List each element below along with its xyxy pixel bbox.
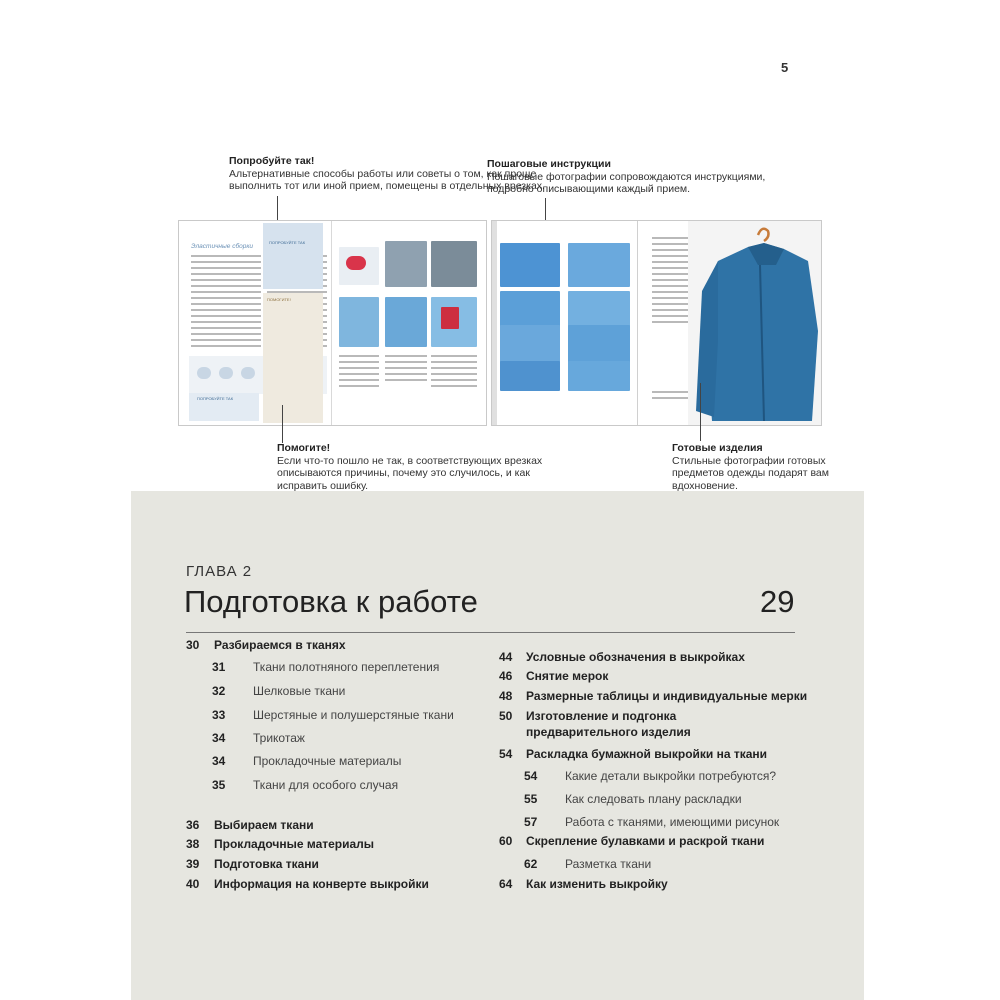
toc-entry-label: Работа с тканями, имеющими рисунок xyxy=(565,815,780,829)
toc-entry[interactable] xyxy=(499,834,799,850)
toc-entry[interactable] xyxy=(186,857,486,873)
toc-entry-label: Выбираем ткани xyxy=(214,818,314,832)
callout-finished-line: вдохновение. xyxy=(672,479,738,492)
toc-entry[interactable] xyxy=(212,778,492,794)
chapter-title: Подготовка к работе xyxy=(184,584,478,619)
callout-steps-line: подробно описывающими каждый прием. xyxy=(487,183,691,195)
toc-entry-page: 57 xyxy=(524,815,538,829)
spread-box2-label: ПОМОГИТЕ! xyxy=(267,297,291,302)
page-number: 5 xyxy=(781,60,789,75)
toc-entry-label: Как изменить выкройку xyxy=(526,877,668,891)
toc-entry-label: Снятие мерок xyxy=(526,669,609,683)
toc-entry[interactable] xyxy=(212,754,492,770)
toc-entry-label: Шелковые ткани xyxy=(253,684,346,698)
toc-entry-label-cont: предварительного изделия xyxy=(526,725,691,739)
callout-steps-line: Пошаговые фотографии сопровождаются инструкциями, xyxy=(487,170,766,183)
toc-entry[interactable] xyxy=(212,708,492,724)
toc-entry-label: Изготовление и подгонка xyxy=(526,709,677,723)
toc-entry-page: 38 xyxy=(186,837,200,851)
toc-entry-label: Прокладочные материалы xyxy=(253,754,402,768)
toc-entry-label: Размерные таблицы и индивидуальные мерки xyxy=(526,689,808,703)
callout-help-line: описываются причины, почему это случилось, и как xyxy=(277,467,530,479)
toc-entry[interactable] xyxy=(499,709,799,743)
toc-entry-label: Прокладочные материалы xyxy=(214,837,375,851)
toc-entry[interactable] xyxy=(186,877,486,893)
toc-entry-label: Разбираемся в тканях xyxy=(214,638,346,652)
toc-entry-page: 54 xyxy=(524,769,538,783)
toc-entry[interactable] xyxy=(499,747,799,763)
callout-finished-heading: Готовые изделия xyxy=(672,442,763,454)
toc-entry-page: 46 xyxy=(499,669,513,683)
toc-entry-page: 48 xyxy=(499,689,513,703)
callout-help xyxy=(277,442,542,492)
toc-entry-label: Информация на конверте выкройки xyxy=(214,877,429,891)
callout-try-it-heading: Попробуйте так! xyxy=(229,155,315,167)
book-spread-right xyxy=(491,220,822,426)
toc-entry[interactable] xyxy=(212,684,492,700)
callout-finished xyxy=(672,442,829,492)
toc-entry-page: 62 xyxy=(524,857,538,871)
toc-entry[interactable] xyxy=(524,815,804,831)
callout-help-line: Если что-то пошло не так, в соответствующих врезках xyxy=(277,454,543,467)
toc-entry-page: 40 xyxy=(186,877,200,891)
toc-entry-page: 35 xyxy=(212,778,226,792)
toc-entry[interactable] xyxy=(524,857,804,873)
toc-entry-page: 31 xyxy=(212,660,226,674)
toc-entry-label: Скрепление булавками и раскрой ткани xyxy=(526,834,765,848)
toc-entry[interactable] xyxy=(186,638,486,654)
spread-section-title: Эластичные сборки xyxy=(191,243,254,250)
toc-entry[interactable] xyxy=(499,650,799,666)
callout-steps-heading: Пошаговые инструкции xyxy=(487,158,611,170)
toc-entry[interactable] xyxy=(212,731,492,747)
toc-entry-page: 33 xyxy=(212,708,226,722)
callout-finished-line: предметов одежды подарят вам xyxy=(672,467,829,479)
toc-entry-page: 30 xyxy=(186,638,200,652)
callout-steps xyxy=(487,158,765,196)
toc-entry-page: 39 xyxy=(186,857,200,871)
toc-entry[interactable] xyxy=(186,837,486,853)
callout-help-heading: Помогите! xyxy=(277,442,331,454)
toc-entry-page: 64 xyxy=(499,877,513,891)
toc-entry-label: Ткани полотняного переплетения xyxy=(253,660,440,674)
chapter-label: ГЛАВА 2 xyxy=(186,563,253,580)
toc-entry-label: Раскладка бумажной выкройки на ткани xyxy=(526,747,768,761)
callout-try-it-line: Альтернативные способы работы или советы о том, как проще xyxy=(229,167,537,180)
leader-line xyxy=(700,383,701,441)
spread-box1-label-alt: ПОПРОБУЙТЕ ТАК xyxy=(197,396,234,401)
chapter-page-number: 29 xyxy=(760,584,795,619)
toc-entry-page: 32 xyxy=(212,684,226,698)
toc-entry-page: 50 xyxy=(499,709,513,723)
toc-entry[interactable] xyxy=(186,818,486,834)
leader-line xyxy=(282,405,283,443)
shirt-photo xyxy=(688,221,821,425)
book-spread-left xyxy=(178,220,487,426)
callout-help-line: исправить ошибку. xyxy=(277,479,369,492)
callout-finished-line: Стильные фотографии готовых xyxy=(672,454,826,467)
toc-entry-label: Ткани для особого случая xyxy=(253,778,399,792)
toc-entry-page: 36 xyxy=(186,818,200,832)
toc-entry[interactable] xyxy=(499,669,799,685)
toc-entry-page: 34 xyxy=(212,754,226,768)
spread-box1-label: ПОПРОБУЙТЕ ТАК xyxy=(269,240,306,245)
toc-entry-label: Условные обозначения в выкройках xyxy=(526,650,745,664)
toc-entry[interactable] xyxy=(499,689,808,705)
toc-entry[interactable] xyxy=(212,660,492,676)
toc-entry-page: 44 xyxy=(499,650,513,664)
toc-entry-label: Шерстяные и полушерстяные ткани xyxy=(253,708,454,722)
callout-try-it-line: выполнить тот или иной прием, помещены в отдельных врезках. xyxy=(229,180,545,192)
toc-entry-page: 60 xyxy=(499,834,513,848)
toc-entry-label: Какие детали выкройки потребуются? xyxy=(565,769,777,783)
toc-entry[interactable] xyxy=(499,877,799,893)
toc-entry-page: 55 xyxy=(524,792,538,806)
toc-entry-label: Трикотаж xyxy=(253,731,305,745)
toc-entry-label: Подготовка ткани xyxy=(214,857,319,871)
toc-entry-page: 34 xyxy=(212,731,226,745)
toc-entry-page: 54 xyxy=(499,747,513,761)
toc-entry-label: Как следовать плану раскладки xyxy=(565,792,742,806)
chapter-divider xyxy=(186,632,795,633)
toc-entry-label: Разметка ткани xyxy=(565,857,652,871)
toc-entry[interactable] xyxy=(524,769,804,785)
toc-entry[interactable] xyxy=(524,792,804,808)
